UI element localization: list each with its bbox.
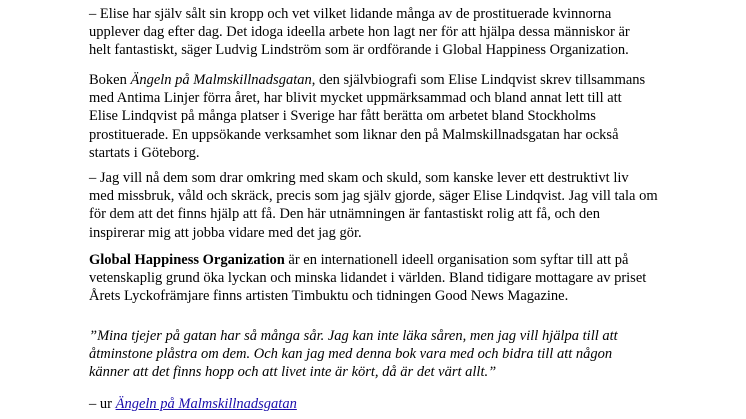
text-line: startats i Göteborg. xyxy=(89,144,200,161)
quote-line: åtminstone plåstra om dem. Och kan jag med denna bok vara med och bidra till att någon xyxy=(89,346,613,363)
text-line: – Elise har själv sålt sin kropp och vet vilket lidande många av de prostituerade kvinnorna xyxy=(89,6,612,22)
text-fragment: är en internationell ideell organisation som syftar till att på xyxy=(284,252,629,268)
text-line: inspirerar mig att jobba vidare med det jag gör. xyxy=(89,224,362,241)
text-line: upplever dag efter dag. Det idoga ideella arbete hon lagt ner för att hjälpa dessa människor är xyxy=(89,24,630,41)
quote-line: ”Mina tjejer på gatan har så många sår. Jag kan inte läka såren, men jag vill hjälpa till att xyxy=(89,328,618,344)
source-prefix: – ur xyxy=(89,396,116,412)
text-line: med missbruk, våld och skräck, precis som jag själv gjorde, säger Elise Lindqvist. Jag vill tala om xyxy=(89,188,658,205)
text-line: Elise Lindqvist på många platser i Sverige har fått berätta om arbetet bland Stockholms xyxy=(89,108,596,125)
text-line: prostituerade. En uppsökande verksamhet som liknar den på Malmskillnadsgatan har också xyxy=(89,126,619,143)
paragraph-organization xyxy=(89,251,709,306)
text-line: – Jag vill nå dem som drar omkring med skam och skuld, som kanske lever ett destruktivt liv xyxy=(89,170,629,186)
book-title: Ängeln på Malmskillnadsgatan xyxy=(130,72,312,88)
paragraph-elise-quote xyxy=(89,169,709,242)
text-line: med Antima Linjer förra året, har blivit mycket uppmärksammad och bland annat lett till att xyxy=(89,90,622,107)
text-line xyxy=(89,251,709,269)
paragraph-book xyxy=(89,71,709,162)
quote-line: känner att det finns hopp och att livet inte är kört, då är det värt allt.” xyxy=(89,364,497,381)
organization-name: Global Happiness Organization xyxy=(89,252,285,268)
text-line: Årets Lyckofrämjare finns artisten Timbuktu och tidningen Good News Magazine. xyxy=(89,288,569,305)
text-line xyxy=(89,71,709,89)
quote-source xyxy=(89,395,297,413)
book-link[interactable]: Ängeln på Malmskillnadsgatan xyxy=(115,396,297,412)
text-fragment: Boken xyxy=(89,72,131,88)
text-line: vetenskaplig grund öka lyckan och minska lidandet i världen. Bland tidigare mottagare av priset xyxy=(89,270,647,287)
text-line: helt fantastiskt, säger Ludvig Lindström som är ordförande i Global Happiness Organization. xyxy=(89,42,629,59)
paragraph-ludvig-quote xyxy=(89,5,709,60)
book-quote xyxy=(89,327,709,382)
text-line: för dem att det finns hjälp att få. Den här utnämningen är fantastiskt rolig att få, och den xyxy=(89,206,600,223)
text-fragment: , den självbiografi som Elise Lindqvist skrev tillsammans xyxy=(311,72,646,88)
